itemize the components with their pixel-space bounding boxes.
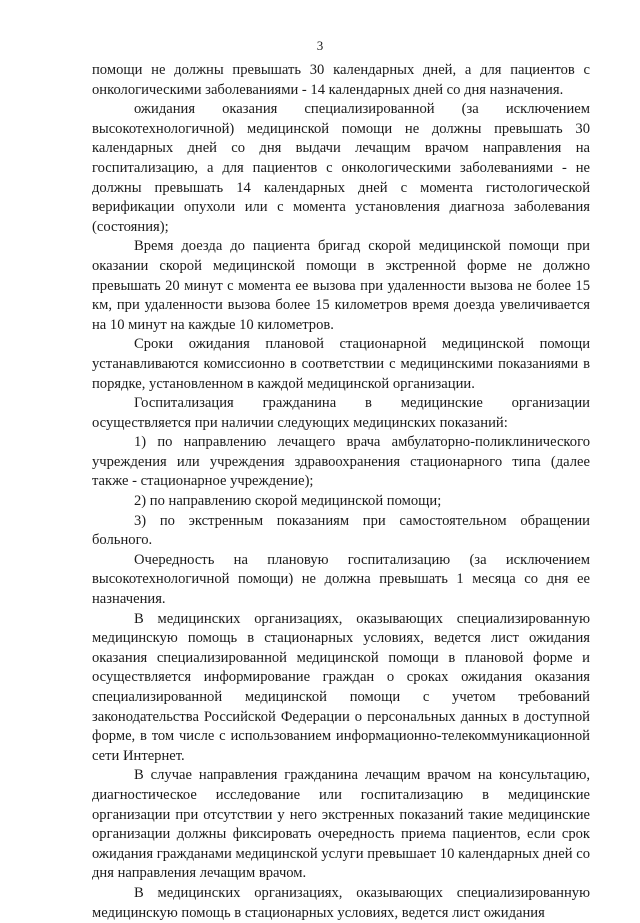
paragraph-6: Очередность на плановую госпитализацию (за исключением высокотехнологичной помощи) не должна превышать 1 месяца со дня ее назначения. bbox=[92, 551, 590, 608]
paragraph-7: В медицинских организациях, оказывающих специализированную медицинскую помощь в стационарных условиях, ведется лист ожидания оказания специализированной медицинской помощи в плановой форме и осуществляется информирование граждан о сроках ожидания оказания специализированной медицинской помощи с учетом требований законодательства Российской Федерации о персональных данных в доступной форме, в том числе с использованием информационно-телекоммуникационной сети Интернет. bbox=[92, 610, 590, 764]
list-item-2: 2) по направлению скорой медицинской помощи; bbox=[134, 493, 442, 510]
paragraph-4: Сроки ожидания плановой стационарной медицинской помощи устанавливаются комиссионно в соответствии с медицинскими показаниями в порядке, установленном в каждой медицинской организации. bbox=[92, 336, 590, 392]
paragraph-9: В медицинских организациях, оказывающих специализированную медицинскую помощь в стационарных условиях, ведется лист ожидания bbox=[92, 884, 590, 921]
list-item-3: 3) по экстренным показаниям при самостоятельном обращении больного. bbox=[92, 512, 590, 549]
document-body bbox=[92, 61, 590, 923]
paragraph-3: Время доезда до пациента бригад скорой медицинской помощи при оказании скорой медицинской помощи в экстренной форме не должно превышать 20 минут с момента ее вызова при удаленности вызова не более 15 км, при удаленности вызова более 15 километров время доезда увеличивается на 10 минут на каждые 10 километров. bbox=[92, 238, 590, 333]
paragraph-8: В случае направления гражданина лечащим врачом на консультацию, диагностическое исследование или госпитализацию в медицинские организации при отсутствии у него экстренных показаний такие медицинские организации должны фиксировать очередность приема пациентов, если срок ожидания гражданами медицинской услуги превышает 10 календарных дней со дня направления лечащим врачом. bbox=[92, 767, 590, 882]
page-number: 3 bbox=[316, 38, 324, 53]
paragraph-5: Госпитализация гражданина в медицинские организации осуществляется при наличии следующих медицинских показаний: bbox=[92, 395, 590, 431]
paragraph-1: помощи не должны превышать 30 календарных дней, а для пациентов с онкологическими заболеваниями - 14 календарных дней со дня назначения. bbox=[92, 62, 590, 98]
list-item-1: 1) по направлению лечащего врача амбулаторно-поликлинического учреждения или учреждения здравоохранения стационарного типа (далее также - стационарное учреждение); bbox=[92, 434, 590, 490]
paragraph-2: ожидания оказания специализированной (за исключением высокотехнологичной) медицинской помощи не должны превышать 30 календарных дней со дня выдачи лечащим врачом направления на госпитализацию, а для пациентов с онкологическими заболеваниями - не должны превышать 14 календарных дней с момента гистологической верификации опухоли или с момента установления диагноза заболевания (состояния); bbox=[92, 101, 590, 235]
